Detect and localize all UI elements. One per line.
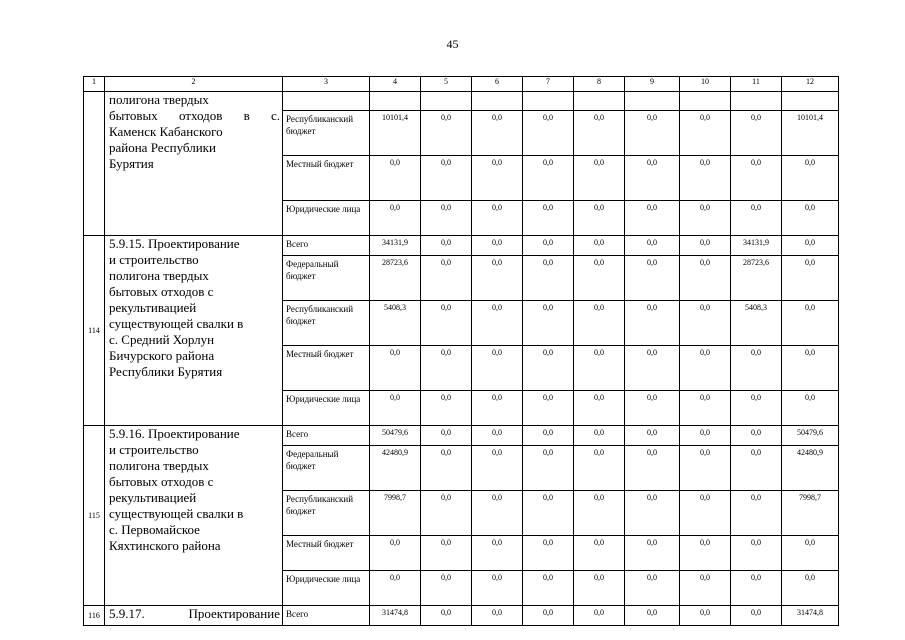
value-cell: 0,0 (625, 491, 680, 536)
budget-table (83, 76, 839, 626)
value-cell: 0,0 (574, 156, 625, 201)
header-cell: 1 (84, 77, 105, 92)
value-cell: 0,0 (523, 346, 574, 391)
value-cell (472, 92, 523, 111)
value-cell: 31474,8 (370, 606, 421, 626)
value-cell: 0,0 (523, 156, 574, 201)
table-row (84, 236, 839, 256)
value-cell: 0,0 (574, 571, 625, 606)
value-cell: 0,0 (421, 446, 472, 491)
value-cell: 0,0 (731, 201, 782, 236)
value-cell: 0,0 (680, 256, 731, 301)
value-cell: 7998,7 (370, 491, 421, 536)
value-cell: 0,0 (731, 111, 782, 156)
value-cell: 0,0 (523, 111, 574, 156)
value-cell: 0,0 (370, 391, 421, 426)
value-cell: 0,0 (680, 491, 731, 536)
funding-source: Республиканский бюджет (283, 301, 370, 346)
funding-source: Местный бюджет (283, 156, 370, 201)
value-cell: 0,0 (574, 606, 625, 626)
value-cell: 0,0 (680, 606, 731, 626)
value-cell: 0,0 (625, 301, 680, 346)
value-cell: 0,0 (625, 346, 680, 391)
description-line: 5.9.16. Проектирование (109, 426, 240, 441)
value-cell: 0,0 (472, 156, 523, 201)
value-cell: 0,0 (472, 491, 523, 536)
value-cell: 0,0 (680, 156, 731, 201)
value-cell: 0,0 (574, 301, 625, 346)
measure-description (105, 236, 283, 426)
value-cell: 0,0 (574, 236, 625, 256)
value-cell: 42480,9 (370, 446, 421, 491)
value-cell: 5408,3 (731, 301, 782, 346)
value-cell: 0,0 (523, 301, 574, 346)
value-cell: 34131,9 (370, 236, 421, 256)
description-line: существующей свалки в (109, 506, 244, 521)
value-cell: 28723,6 (370, 256, 421, 301)
value-cell: 0,0 (472, 446, 523, 491)
value-cell: 0,0 (523, 201, 574, 236)
value-cell: 0,0 (680, 426, 731, 446)
value-cell (625, 92, 680, 111)
value-cell: 0,0 (731, 446, 782, 491)
header-row (84, 77, 839, 92)
measure-description (105, 92, 283, 236)
description-line: 5.9.15. Проектирование (109, 236, 240, 251)
value-cell (370, 92, 421, 111)
value-cell: 0,0 (574, 256, 625, 301)
page-number: 45 (446, 37, 459, 51)
value-cell: 0,0 (680, 346, 731, 391)
value-cell: 0,0 (523, 391, 574, 426)
value-cell: 0,0 (680, 301, 731, 346)
description-line: района Республики (109, 140, 216, 155)
value-cell: 0,0 (472, 236, 523, 256)
value-cell: 0,0 (421, 391, 472, 426)
value-cell: 0,0 (472, 301, 523, 346)
value-cell: 0,0 (731, 346, 782, 391)
value-cell: 0,0 (731, 571, 782, 606)
value-cell: 0,0 (625, 111, 680, 156)
description-line: рекультивацией (109, 300, 197, 315)
value-cell: 0,0 (370, 156, 421, 201)
value-cell: 0,0 (625, 446, 680, 491)
value-cell: 0,0 (680, 571, 731, 606)
value-cell (680, 92, 731, 111)
value-cell: 31474,8 (782, 606, 839, 626)
value-cell: 0,0 (782, 571, 839, 606)
value-cell: 0,0 (782, 201, 839, 236)
funding-source: Федеральный бюджет (283, 256, 370, 301)
row-number (84, 92, 105, 236)
header-cell: 3 (283, 77, 370, 92)
value-cell: 0,0 (574, 391, 625, 426)
value-cell: 0,0 (523, 446, 574, 491)
value-cell: 0,0 (574, 346, 625, 391)
value-cell: 0,0 (731, 156, 782, 201)
description-line: существующей свалки в (109, 316, 244, 331)
header-cell: 9 (625, 77, 680, 92)
value-cell: 0,0 (574, 446, 625, 491)
value-cell: 0,0 (472, 111, 523, 156)
value-cell: 0,0 (421, 606, 472, 626)
row-number: 114 (84, 236, 105, 426)
value-cell: 0,0 (782, 156, 839, 201)
description-line: 5.9.17. Проектирование (109, 606, 280, 621)
value-cell: 0,0 (731, 391, 782, 426)
value-cell (421, 92, 472, 111)
value-cell: 0,0 (625, 536, 680, 571)
funding-source: Всего (283, 426, 370, 446)
description-line: и строительство (109, 442, 199, 457)
value-cell: 34131,9 (731, 236, 782, 256)
description-line: Бичурского района (109, 348, 215, 363)
value-cell: 0,0 (472, 571, 523, 606)
funding-source: Местный бюджет (283, 536, 370, 571)
value-cell: 0,0 (421, 301, 472, 346)
funding-source: Всего (283, 606, 370, 626)
value-cell: 0,0 (523, 491, 574, 536)
value-cell: 0,0 (731, 606, 782, 626)
value-cell: 0,0 (472, 426, 523, 446)
value-cell: 10101,4 (782, 111, 839, 156)
value-cell: 0,0 (782, 256, 839, 301)
value-cell: 0,0 (421, 256, 472, 301)
value-cell: 0,0 (472, 256, 523, 301)
value-cell: 5408,3 (370, 301, 421, 346)
value-cell: 0,0 (523, 606, 574, 626)
description-line: бытовых отходов в с. (109, 108, 280, 123)
value-cell: 0,0 (370, 536, 421, 571)
funding-source: Юридические лица (283, 391, 370, 426)
header-cell: 2 (105, 77, 283, 92)
value-cell: 0,0 (625, 201, 680, 236)
value-cell: 0,0 (523, 571, 574, 606)
value-cell: 0,0 (574, 111, 625, 156)
value-cell: 0,0 (421, 156, 472, 201)
header-cell: 4 (370, 77, 421, 92)
value-cell: 0,0 (370, 571, 421, 606)
description-line: Кяхтинского района (109, 538, 221, 553)
value-cell: 0,0 (782, 536, 839, 571)
description-line: с. Средний Хорлун (109, 332, 215, 347)
value-cell: 50479,6 (782, 426, 839, 446)
description-line: бытовых отходов с (109, 284, 214, 299)
funding-source: Республиканский бюджет (283, 491, 370, 536)
value-cell: 10101,4 (370, 111, 421, 156)
value-cell: 0,0 (731, 491, 782, 536)
value-cell: 0,0 (625, 256, 680, 301)
description-line: Каменск Кабанского (109, 124, 223, 139)
value-cell (523, 92, 574, 111)
description-line: Республики Бурятия (109, 364, 223, 379)
header-cell: 5 (421, 77, 472, 92)
description-line: бытовых отходов с (109, 474, 214, 489)
description-line: полигона твердых (109, 268, 209, 283)
description-line: Бурятия (109, 156, 154, 171)
value-cell: 0,0 (421, 201, 472, 236)
value-cell: 50479,6 (370, 426, 421, 446)
value-cell: 0,0 (680, 236, 731, 256)
value-cell: 0,0 (421, 571, 472, 606)
header-cell: 8 (574, 77, 625, 92)
value-cell: 0,0 (625, 391, 680, 426)
header-cell: 6 (472, 77, 523, 92)
value-cell: 0,0 (782, 301, 839, 346)
funding-source (283, 92, 370, 111)
row-number: 116 (84, 606, 105, 626)
value-cell: 0,0 (421, 491, 472, 536)
value-cell: 0,0 (625, 606, 680, 626)
funding-source: Юридические лица (283, 571, 370, 606)
value-cell: 0,0 (472, 346, 523, 391)
value-cell: 0,0 (574, 536, 625, 571)
value-cell: 0,0 (472, 536, 523, 571)
measure-description (105, 606, 283, 626)
funding-source: Юридические лица (283, 201, 370, 236)
value-cell: 0,0 (370, 201, 421, 236)
header-cell: 11 (731, 77, 782, 92)
measure-description (105, 426, 283, 606)
value-cell: 0,0 (625, 236, 680, 256)
description-line: полигона твердых (109, 458, 209, 473)
value-cell: 0,0 (523, 236, 574, 256)
value-cell: 0,0 (731, 536, 782, 571)
value-cell: 0,0 (680, 111, 731, 156)
header-cell: 12 (782, 77, 839, 92)
value-cell: 0,0 (523, 256, 574, 301)
value-cell: 0,0 (782, 346, 839, 391)
value-cell: 0,0 (523, 426, 574, 446)
value-cell (574, 92, 625, 111)
description-line: полигона твердых (109, 92, 209, 107)
header-cell: 7 (523, 77, 574, 92)
description-line: с. Первомайское (109, 522, 200, 537)
value-cell: 0,0 (680, 391, 731, 426)
funding-source: Федеральный бюджет (283, 446, 370, 491)
description-line: и строительство (109, 252, 199, 267)
value-cell: 0,0 (625, 426, 680, 446)
header-cell: 10 (680, 77, 731, 92)
value-cell: 0,0 (680, 536, 731, 571)
value-cell: 0,0 (574, 491, 625, 536)
value-cell (731, 92, 782, 111)
funding-source: Местный бюджет (283, 346, 370, 391)
value-cell: 0,0 (625, 156, 680, 201)
value-cell (782, 92, 839, 111)
value-cell: 28723,6 (731, 256, 782, 301)
funding-source: Республиканский бюджет (283, 111, 370, 156)
value-cell: 0,0 (421, 111, 472, 156)
value-cell: 0,0 (574, 426, 625, 446)
value-cell: 0,0 (421, 236, 472, 256)
value-cell: 0,0 (472, 201, 523, 236)
row-number: 115 (84, 426, 105, 606)
value-cell: 0,0 (731, 426, 782, 446)
value-cell: 0,0 (472, 391, 523, 426)
value-cell: 0,0 (625, 571, 680, 606)
value-cell: 0,0 (421, 426, 472, 446)
description-line: рекультивацией (109, 490, 197, 505)
value-cell: 0,0 (782, 236, 839, 256)
value-cell: 0,0 (370, 346, 421, 391)
value-cell: 0,0 (472, 606, 523, 626)
value-cell: 0,0 (680, 201, 731, 236)
value-cell: 7998,7 (782, 491, 839, 536)
value-cell: 0,0 (523, 536, 574, 571)
value-cell: 0,0 (421, 536, 472, 571)
table-row (84, 606, 839, 626)
value-cell: 0,0 (782, 391, 839, 426)
value-cell: 0,0 (421, 346, 472, 391)
table-row (84, 92, 839, 111)
value-cell: 42480,9 (782, 446, 839, 491)
table-row (84, 426, 839, 446)
value-cell: 0,0 (680, 446, 731, 491)
value-cell: 0,0 (574, 201, 625, 236)
funding-source: Всего (283, 236, 370, 256)
